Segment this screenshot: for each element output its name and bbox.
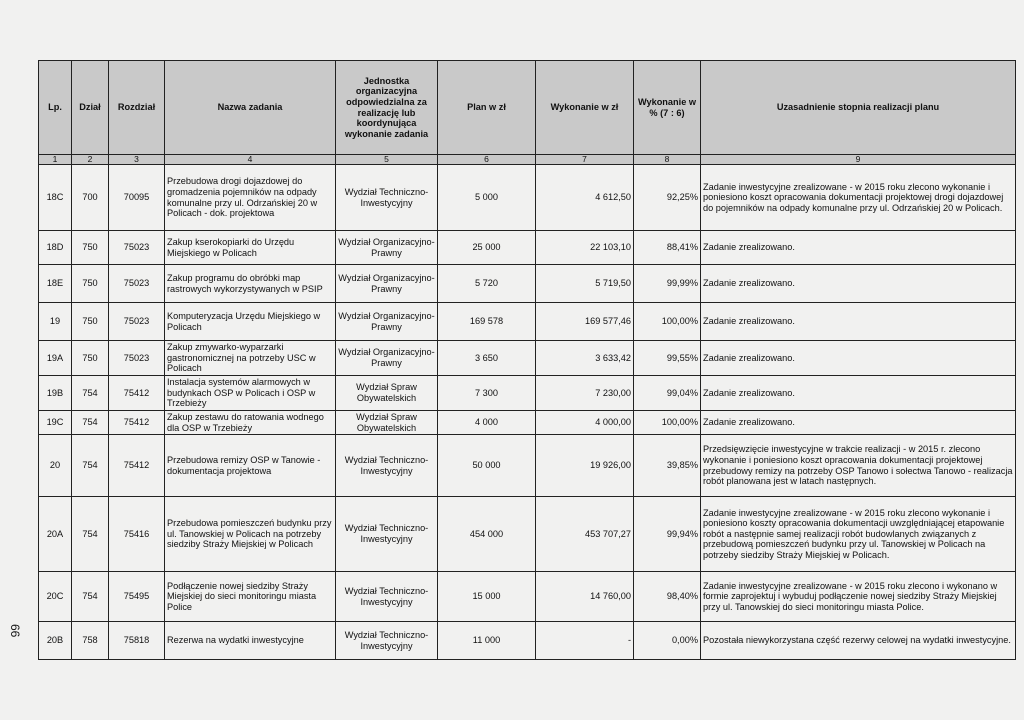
cell-proc: 99,99% [634, 265, 701, 303]
cell-nazwa: Rezerwa na wydatki inwestycyjne [165, 622, 336, 660]
cell-wykonanie: 4 000,00 [536, 411, 634, 435]
cell-wykonanie: 453 707,27 [536, 497, 634, 572]
cell-nazwa: Komputeryzacja Urzędu Miejskiego w Policach [165, 303, 336, 341]
table-row [39, 303, 1016, 341]
column-number: 5 [336, 155, 438, 165]
cell-lp: 20 [39, 435, 72, 497]
cell-uzasadnienie: Zadanie zrealizowano. [701, 265, 1016, 303]
header-dzial: Dział [72, 61, 109, 155]
cell-plan: 50 000 [438, 435, 536, 497]
header-wykonanie: Wykonanie w zł [536, 61, 634, 155]
column-number: 4 [165, 155, 336, 165]
column-number: 6 [438, 155, 536, 165]
cell-uzasadnienie: Zadanie zrealizowano. [701, 411, 1016, 435]
cell-proc: 99,04% [634, 376, 701, 411]
cell-dzial: 754 [72, 435, 109, 497]
table-row [39, 265, 1016, 303]
cell-nazwa: Zakup zmywarko-wyparzarki gastronomicznej na potrzeby USC w Policach [165, 341, 336, 376]
cell-wykonanie: 3 633,42 [536, 341, 634, 376]
cell-jednostka: Wydział Spraw Obywatelskich [336, 376, 438, 411]
cell-lp: 19A [39, 341, 72, 376]
cell-rozdzial: 75416 [109, 497, 165, 572]
cell-rozdzial: 75023 [109, 265, 165, 303]
cell-proc: 100,00% [634, 411, 701, 435]
cell-wykonanie: 19 926,00 [536, 435, 634, 497]
cell-plan: 25 000 [438, 231, 536, 265]
cell-lp: 20B [39, 622, 72, 660]
cell-plan: 454 000 [438, 497, 536, 572]
cell-proc: 0,00% [634, 622, 701, 660]
cell-rozdzial: 75412 [109, 411, 165, 435]
cell-lp: 18E [39, 265, 72, 303]
header-lp: Lp. [39, 61, 72, 155]
cell-proc: 98,40% [634, 572, 701, 622]
cell-uzasadnienie: Pozostała niewykorzystana część rezerwy celowej na wydatki inwestycyjne. [701, 622, 1016, 660]
cell-wykonanie: 22 103,10 [536, 231, 634, 265]
cell-wykonanie: 169 577,46 [536, 303, 634, 341]
cell-proc: 92,25% [634, 165, 701, 231]
header-jednostka: Jednostka organizacyjna odpowiedzialna za realizację lub koordynująca wykonanie zadania [336, 61, 438, 155]
cell-plan: 5 000 [438, 165, 536, 231]
cell-dzial: 754 [72, 411, 109, 435]
header-wykonanie-proc: Wykonanie w % (7 : 6) [634, 61, 701, 155]
cell-nazwa: Przebudowa pomieszczeń budynku przy ul. Tanowskiej w Policach na potrzeby siedziby Straży Miejskiej w Policach [165, 497, 336, 572]
cell-plan: 7 300 [438, 376, 536, 411]
column-number: 9 [701, 155, 1016, 165]
cell-wykonanie: 7 230,00 [536, 376, 634, 411]
cell-rozdzial: 75023 [109, 341, 165, 376]
header-rozdzial: Rozdział [109, 61, 165, 155]
cell-wykonanie: 4 612,50 [536, 165, 634, 231]
cell-plan: 3 650 [438, 341, 536, 376]
cell-wykonanie: - [536, 622, 634, 660]
cell-dzial: 750 [72, 303, 109, 341]
cell-dzial: 700 [72, 165, 109, 231]
cell-lp: 18D [39, 231, 72, 265]
cell-rozdzial: 75412 [109, 435, 165, 497]
header-nazwa: Nazwa zadania [165, 61, 336, 155]
cell-rozdzial: 70095 [109, 165, 165, 231]
column-number: 7 [536, 155, 634, 165]
cell-plan: 169 578 [438, 303, 536, 341]
table-row [39, 622, 1016, 660]
cell-uzasadnienie: Zadanie zrealizowano. [701, 231, 1016, 265]
cell-dzial: 754 [72, 497, 109, 572]
cell-nazwa: Zakup programu do obróbki map rastrowych wykorzystywanych w PSIP [165, 265, 336, 303]
cell-uzasadnienie: Zadanie inwestycyjne zrealizowane - w 2015 roku zlecono i wykonano w formie zaprojektuj i wybuduj podłączenie nowej siedziby Straży Miejskiej przy ul. Tanowskiej do sieci monitoringu miasta Police. [701, 572, 1016, 622]
cell-nazwa: Przebudowa remizy OSP w Tanowie - dokumentacja projektowa [165, 435, 336, 497]
cell-lp: 19B [39, 376, 72, 411]
cell-jednostka: Wydział Organizacyjno-Prawny [336, 231, 438, 265]
cell-rozdzial: 75023 [109, 303, 165, 341]
cell-uzasadnienie: Zadanie inwestycyjne zrealizowane - w 2015 roku zlecono wykonanie i poniesiono koszt opracowania dokumentacji projektowej drogi dojazdowej do pojemników na odpady komunalne przy ul. Odrzańskiej 20 w Policach. [701, 165, 1016, 231]
cell-jednostka: Wydział Techniczno-Inwestycyjny [336, 622, 438, 660]
column-number: 1 [39, 155, 72, 165]
header-plan: Plan w zł [438, 61, 536, 155]
table-row [39, 341, 1016, 376]
cell-nazwa: Zakup kserokopiarki do Urzędu Miejskiego w Policach [165, 231, 336, 265]
cell-dzial: 750 [72, 231, 109, 265]
cell-wykonanie: 14 760,00 [536, 572, 634, 622]
cell-lp: 18C [39, 165, 72, 231]
cell-wykonanie: 5 719,50 [536, 265, 634, 303]
column-number: 8 [634, 155, 701, 165]
table-row [39, 497, 1016, 572]
cell-rozdzial: 75818 [109, 622, 165, 660]
table-row [39, 376, 1016, 411]
cell-dzial: 750 [72, 265, 109, 303]
cell-proc: 88,41% [634, 231, 701, 265]
page-number: 66 [8, 624, 22, 638]
column-number: 2 [72, 155, 109, 165]
cell-nazwa: Instalacja systemów alarmowych w budynkach OSP w Policach i OSP w Trzebieży [165, 376, 336, 411]
cell-dzial: 758 [72, 622, 109, 660]
cell-nazwa: Podłączenie nowej siedziby Straży Miejskiej do sieci monitoringu miasta Police [165, 572, 336, 622]
cell-jednostka: Wydział Organizacyjno-Prawny [336, 341, 438, 376]
cell-proc: 99,94% [634, 497, 701, 572]
cell-uzasadnienie: Zadanie zrealizowano. [701, 341, 1016, 376]
cell-lp: 19C [39, 411, 72, 435]
table-row [39, 435, 1016, 497]
cell-plan: 11 000 [438, 622, 536, 660]
header-uzasadnienie: Uzasadnienie stopnia realizacji planu [701, 61, 1016, 155]
cell-jednostka: Wydział Techniczno-Inwestycyjny [336, 572, 438, 622]
cell-jednostka: Wydział Techniczno-Inwestycyjny [336, 435, 438, 497]
table-row [39, 572, 1016, 622]
cell-rozdzial: 75023 [109, 231, 165, 265]
cell-rozdzial: 75495 [109, 572, 165, 622]
investment-table [38, 60, 1016, 660]
cell-jednostka: Wydział Techniczno-Inwestycyjny [336, 497, 438, 572]
cell-dzial: 754 [72, 376, 109, 411]
cell-uzasadnienie: Przedsięwzięcie inwestycyjne w trakcie realizacji - w 2015 r. zlecono wykonanie i poniesiono koszt opracowania dokumentacji projektowej przebudowy remizy na potrzeby OSP Tanowo i sołectwa Tanowo - realizacja robót planowana jest w latach następnych. [701, 435, 1016, 497]
cell-rozdzial: 75412 [109, 376, 165, 411]
cell-jednostka: Wydział Organizacyjno-Prawny [336, 265, 438, 303]
cell-lp: 20A [39, 497, 72, 572]
cell-lp: 20C [39, 572, 72, 622]
cell-dzial: 754 [72, 572, 109, 622]
cell-jednostka: Wydział Spraw Obywatelskich [336, 411, 438, 435]
cell-uzasadnienie: Zadanie zrealizowano. [701, 303, 1016, 341]
cell-uzasadnienie: Zadanie zrealizowano. [701, 376, 1016, 411]
cell-plan: 15 000 [438, 572, 536, 622]
cell-nazwa: Przebudowa drogi dojazdowej do gromadzenia pojemników na odpady komunalne przy ul. Odrzańskiej 20 w Policach - dok. projektowa [165, 165, 336, 231]
table-row [39, 231, 1016, 265]
cell-plan: 5 720 [438, 265, 536, 303]
table-row [39, 165, 1016, 231]
cell-dzial: 750 [72, 341, 109, 376]
column-number: 3 [109, 155, 165, 165]
cell-uzasadnienie: Zadanie inwestycyjne zrealizowane - w 2015 roku zlecono wykonanie i poniesiono koszty opracowania dokumentacji uwzględniającej etapowanie robót a następnie samej realizacji robót budowlanych związanych z przebudową pomieszczeń budynku przy ul. Tanowskiej w Policach na potrzeby siedziby Straży Miejskiej w Policach. [701, 497, 1016, 572]
table-row [39, 411, 1016, 435]
cell-nazwa: Zakup zestawu do ratowania wodnego dla OSP w Trzebieży [165, 411, 336, 435]
cell-plan: 4 000 [438, 411, 536, 435]
cell-lp: 19 [39, 303, 72, 341]
cell-jednostka: Wydział Techniczno-Inwestycyjny [336, 165, 438, 231]
cell-proc: 100,00% [634, 303, 701, 341]
cell-proc: 99,55% [634, 341, 701, 376]
cell-jednostka: Wydział Organizacyjno-Prawny [336, 303, 438, 341]
cell-proc: 39,85% [634, 435, 701, 497]
